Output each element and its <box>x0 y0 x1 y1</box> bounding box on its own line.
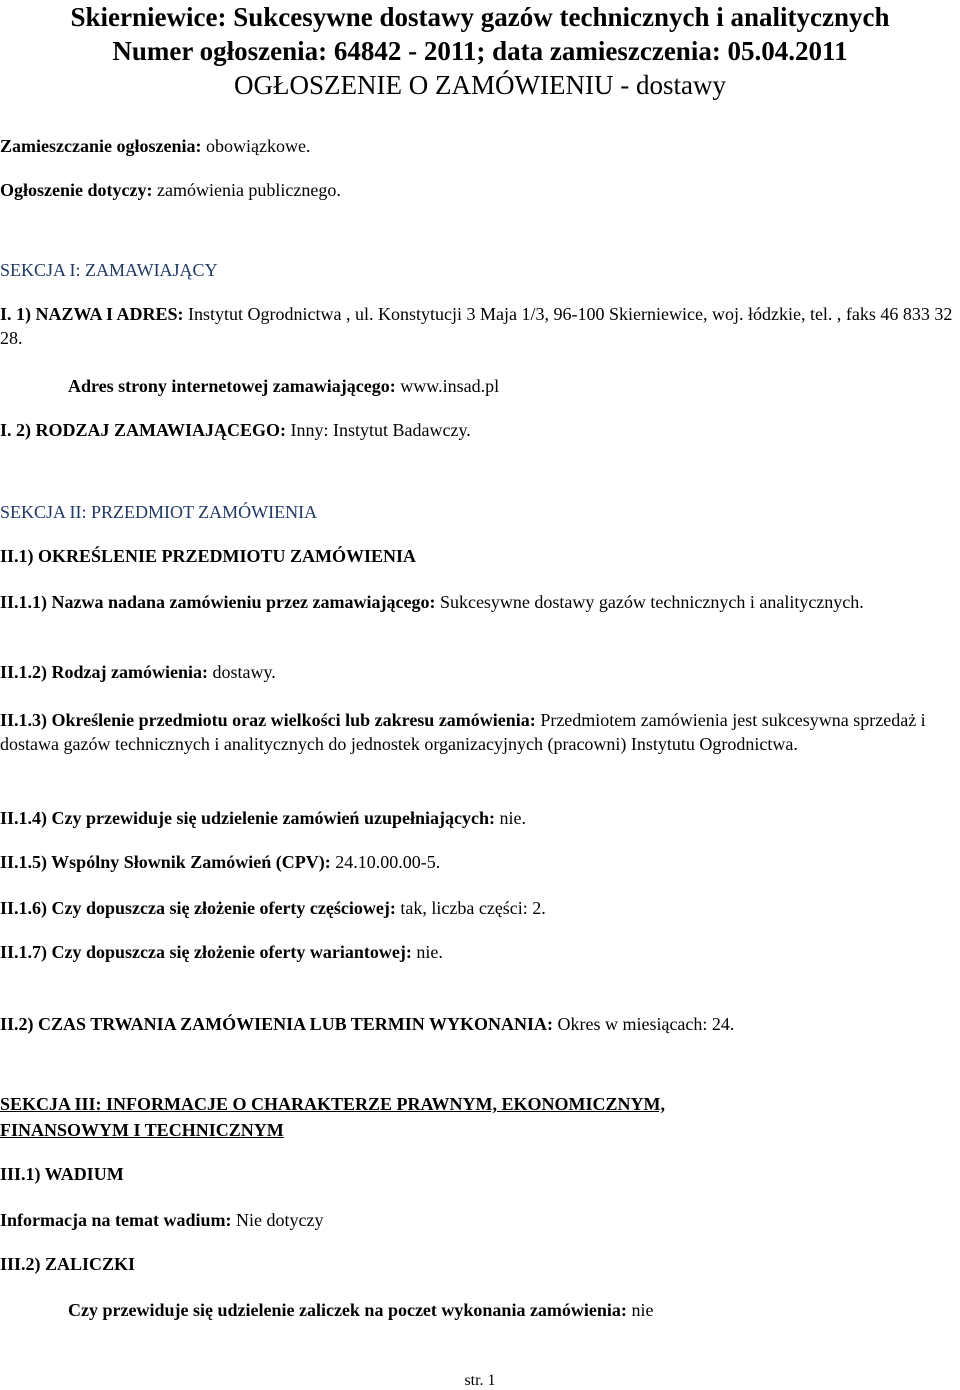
section-1-name-address <box>0 302 955 350</box>
item-ii-1-5 <box>0 850 955 874</box>
wadium-info-value: Nie dotyczy <box>231 1210 324 1230</box>
concerns-value: zamówienia publicznego. <box>152 180 341 200</box>
item-ii-1-6 <box>0 896 955 920</box>
page-number: str. 1 <box>464 1372 496 1389</box>
advance-question-value: nie <box>626 1300 654 1320</box>
announcement-number: Numer ogłoszenia: 64842 - 2011; data zamieszczenia: 05.04.2011 <box>112 36 848 66</box>
advance-title: III.2) ZALICZKI <box>0 1254 136 1274</box>
item-value: 24.10.00.00-5. <box>330 852 441 872</box>
placement-value: obowiązkowe. <box>201 136 311 156</box>
duration-row <box>0 1012 955 1036</box>
name-address-label: I. 1) NAZWA I ADRES: <box>0 304 184 324</box>
section-2-subtitle: II.1) OKREŚLENIE PRZEDMIOTU ZAMÓWIENIA <box>0 546 417 566</box>
section-1-title: SEKCJA I: ZAMAWIAJĄCY <box>0 260 218 280</box>
item-label: II.1.5) Wspólny Słownik Zamówień (CPV): <box>0 852 331 872</box>
item-label: II.1.3) Określenie przedmiotu oraz wielkości lub zakresu zamówienia: <box>0 710 536 730</box>
placement-row <box>0 134 955 158</box>
item-value: Przedmiotem zamówienia jest sukcesywna sprzedaż i dostawa gazów technicznych i analitycznych do jednostek organizacyjnych (pracowni) Instytutu Ogrodnictwa. <box>0 710 926 754</box>
concerns-label: Ogłoszenie dotyczy: <box>0 180 153 200</box>
item-ii-1-1 <box>0 590 955 614</box>
duration-value: Okres w miesiącach: 24. <box>552 1014 735 1034</box>
name-address-value: Instytut Ogrodnictwa , ul. Konstytucji 3 Maja 1/3, 96-100 Skierniewice, woj. łódzkie, tel. , faks 46 833 32 28. <box>0 304 953 348</box>
concerns-row <box>0 178 955 202</box>
item-ii-1-4 <box>0 806 955 830</box>
section-2-title: SEKCJA II: PRZEDMIOT ZAMÓWIENIA <box>0 502 318 522</box>
wadium-title: III.1) WADIUM <box>0 1164 124 1184</box>
orderer-type-row <box>0 418 955 442</box>
item-label: II.1.1) Nazwa nadana zamówieniu przez zamawiającego: <box>0 592 436 612</box>
item-label: II.1.7) Czy dopuszcza się złożenie oferty wariantowej: <box>0 942 412 962</box>
website-link[interactable]: www.insad.pl <box>395 376 500 396</box>
item-value: dostawy. <box>207 662 276 682</box>
item-ii-1-7 <box>0 940 955 964</box>
website-label: Adres strony internetowej zamawiającego: <box>68 376 396 396</box>
orderer-type-label: I. 2) RODZAJ ZAMAWIAJĄCEGO: <box>0 420 287 440</box>
wadium-info-row <box>0 1208 955 1232</box>
advance-question-label: Czy przewiduje się udzielenie zaliczek na poczet wykonania zamówienia: <box>68 1300 627 1320</box>
section-3-title-line2: FINANSOWYM I TECHNICZNYM <box>0 1120 284 1140</box>
document-title: Skierniewice: Sukcesywne dostawy gazów technicznych i analitycznych <box>70 2 890 32</box>
item-label: II.1.4) Czy przewiduje się udzielenie zamówień uzupełniających: <box>0 808 495 828</box>
wadium-info-label: Informacja na temat wadium: <box>0 1210 232 1230</box>
duration-label: II.2) CZAS TRWANIA ZAMÓWIENIA LUB TERMIN WYKONANIA: <box>0 1014 553 1034</box>
item-ii-1-3 <box>0 708 955 756</box>
item-ii-1-2 <box>0 660 955 684</box>
placement-label: Zamieszczanie ogłoszenia: <box>0 136 202 156</box>
item-value: nie. <box>411 942 443 962</box>
advance-question-row <box>68 1298 955 1322</box>
orderer-type-value: Inny: Instytut Badawczy. <box>286 420 471 440</box>
item-value: tak, liczba części: 2. <box>395 898 546 918</box>
document-header <box>0 0 960 102</box>
item-value: nie. <box>494 808 526 828</box>
item-value: Sukcesywne dostawy gazów technicznych i analitycznych. <box>435 592 864 612</box>
website-row <box>68 374 955 398</box>
item-label: II.1.2) Rodzaj zamówienia: <box>0 662 208 682</box>
item-label: II.1.6) Czy dopuszcza się złożenie oferty częściowej: <box>0 898 396 918</box>
section-3-title-line1: SEKCJA III: INFORMACJE O CHARAKTERZE PRAWNYM, EKONOMICZNYM, <box>0 1094 666 1114</box>
announcement-type: OGŁOSZENIE O ZAMÓWIENIU - dostawy <box>234 70 726 100</box>
